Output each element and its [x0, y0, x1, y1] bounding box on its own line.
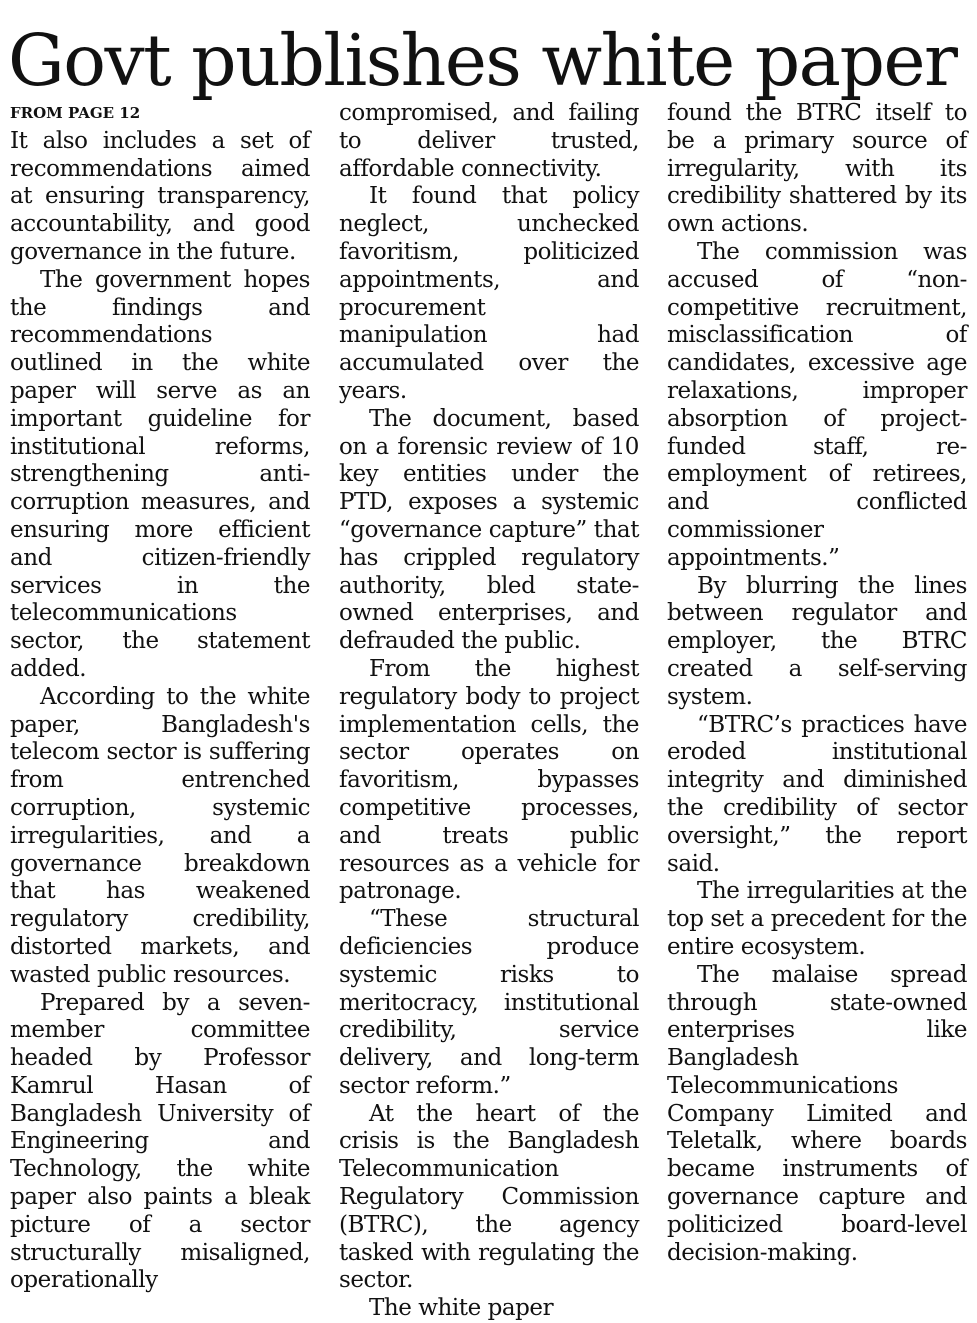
- article-column-3: [667, 100, 967, 1266]
- paragraph: “These structural deficiencies produce systemic risks to meritocracy, institutional credibility, service delivery, and long-term sector reform.”: [339, 906, 639, 1099]
- article-column-1: [10, 100, 310, 1294]
- jump-label: FROM PAGE 12: [10, 104, 141, 122]
- paragraph: The irregularities at the top set a precedent for the entire ecosystem.: [667, 878, 967, 960]
- paragraph: The government hopes the findings and recommendations outlined in the white paper will serve as an important guideline for institutional reforms, strengthening anti-corruption measures, and ensuring more efficient and citizen-friendly services in the telecommunications sector, the statement added.: [10, 266, 310, 682]
- headline: Govt publishes white paper: [8, 19, 957, 102]
- paragraph: The document, based on a forensic review of 10 key entities under the PTD, exposes a systemic “governance capture” that has crippled regulatory authority, bled state-owned enterprises, and defrauded the public.: [339, 405, 639, 655]
- paragraph: found the BTRC itself to be a primary source of irregularity, with its credibility shattered by its own actions.: [667, 100, 967, 238]
- paragraph: At the heart of the crisis is the Bangladesh Telecommunication Regulatory Commission (BTRC), the agency tasked with regulating the sector.: [339, 1100, 639, 1294]
- article-column-2: [339, 100, 639, 1322]
- paragraph: It found that policy neglect, unchecked favoritism, politicized appointments, and procurement manipulation had accumulated over the years.: [339, 183, 639, 404]
- paragraph: The malaise spread through state-owned enterprises like Bangladesh Telecommunications Company Limited and Teletalk, where boards became instruments of governance capture and politicized board-level decision-making.: [667, 961, 967, 1266]
- paragraph: Prepared by a seven-member committee headed by Professor Kamrul Hasan of Bangladesh University of Engineering and Technology, the white paper also paints a bleak picture of a sector structurally misaligned, operationally: [10, 989, 310, 1294]
- paragraph: According to the white paper, Bangladesh's telecom sector is suffering from entrenched corruption, systemic irregularities, and a governance breakdown that has weakened regulatory credibility, distorted markets, and wasted public resources.: [10, 683, 310, 988]
- paragraph: By blurring the lines between regulator and employer, the BTRC created a self-serving system.: [667, 572, 967, 710]
- paragraph: The white paper: [369, 1295, 554, 1322]
- paragraph: The commission was accused of “non-competitive recruitment, misclassification of candidates, excessive age relaxations, improper absorption of project-funded staff, re-employment of retirees, and conflicted commissioner appointments.”: [667, 238, 967, 571]
- paragraph: “BTRC’s practices have eroded institutional integrity and diminished the credibility of sector oversight,” the report said.: [667, 711, 967, 877]
- paragraph: From the highest regulatory body to project implementation cells, the sector operates on favoritism, bypasses competitive processes, and treats public resources as a vehicle for patronage.: [339, 655, 639, 905]
- paragraph: It also includes a set of recommendations aimed at ensuring transparency, accountability, and good governance in the future.: [10, 127, 310, 265]
- paragraph: compromised, and failing to deliver trusted, affordable connectivity.: [339, 100, 639, 182]
